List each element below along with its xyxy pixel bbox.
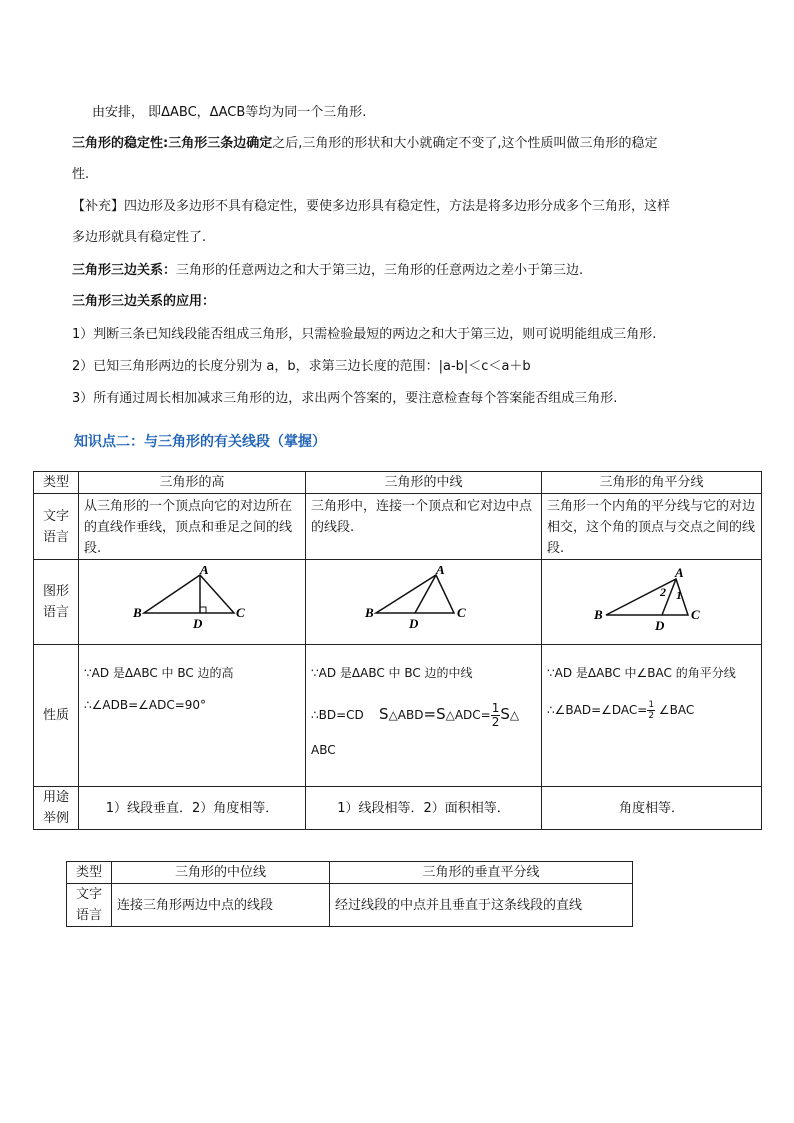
bisector-definition: 三角形一个内角的平分线与它的对边相交，这个角的顶点与交点之间的线段. [542, 494, 762, 560]
median-area-formula [311, 699, 536, 730]
table-row-properties [34, 645, 762, 787]
median-definition: 三角形中，连接一个顶点和它对边中点的线段. [306, 494, 542, 560]
bisector-property-2b: ∠BAC [658, 703, 695, 717]
median-property-1: ∵AD 是ΔABC 中 BC 边的中线 [311, 666, 473, 680]
altitude-property-2: ∴∠ADB=∠ADC=90° [84, 698, 207, 712]
midline-definition: 连接三角形两边中点的线段 [112, 884, 330, 927]
segments-table [33, 471, 762, 830]
median-properties [306, 645, 542, 787]
label-b: B [364, 604, 374, 620]
bisector-property-2a: ∴∠BAD=∠DAC= [547, 703, 648, 717]
header-midline: 三角形的中位线 [112, 862, 330, 884]
label-c: C [236, 604, 245, 620]
median-property-2a: ∴BD=CD [311, 708, 364, 722]
label-b: B [133, 604, 142, 620]
bisector-usage: 角度相等． [542, 787, 762, 830]
table-row-usage [34, 787, 762, 830]
table2-header-row [67, 862, 633, 884]
app-label: 三角形三边关系的应用： [72, 294, 216, 309]
header-bisector: 三角形的角平分线 [542, 472, 762, 494]
angle-1-label: 1 [675, 587, 682, 602]
fraction-denominator: 2 [648, 711, 655, 721]
label-d: D [408, 615, 418, 631]
bisector-half-fraction [647, 700, 655, 721]
fraction-numerator: 1 [491, 701, 500, 715]
sides-paragraph [72, 255, 732, 286]
fraction-denominator: 2 [491, 715, 500, 729]
sides-label: 三角形三边关系： [72, 263, 177, 278]
altitude-definition: 从三角形的一个顶点向它的对边所在的直线作垂线，顶点和垂足之间的线段. [79, 494, 306, 560]
header-altitude: 三角形的高 [79, 472, 306, 494]
app-item-1: 1）判断三条已知线段能否组成三角形，只需检验最短的两边之和大于第三边，则可说明能组成三角形. [72, 327, 657, 342]
label-a: A [435, 565, 445, 577]
median-tri: △ [509, 708, 520, 722]
bisector-diagram [592, 566, 712, 632]
table-header-row [34, 472, 762, 494]
median-s2: S [500, 705, 510, 723]
median-property-2b: ABC [311, 743, 336, 757]
altitude-triangle [144, 575, 234, 613]
section-heading: 知识点二：与三角形的有关线段（掌握） [74, 434, 326, 450]
altitude-property-1: ∵AD 是ΔABC 中 BC 边的高 [84, 666, 234, 680]
median-eq2: = [480, 708, 491, 722]
median-usage: 1）线段相等．2）面积相等． [306, 787, 542, 830]
median-diagram [364, 566, 484, 632]
stability-paragraph [72, 128, 732, 190]
row-label-properties: 性质 [34, 645, 79, 787]
right-angle-mark [200, 607, 206, 613]
angle-2-label: 2 [659, 584, 666, 599]
bisector-angle-formula [547, 697, 756, 723]
bisector-figure-cell [542, 560, 762, 645]
app-item-2: 2）已知三角形两边的长度分别为 a，b，求第三边长度的范围：|a-b|＜c＜a＋b [72, 359, 531, 374]
header-perpendicular-bisector: 三角形的垂直平分线 [330, 862, 633, 884]
label-c: C [456, 604, 466, 620]
altitude-usage: 1）线段垂直．2）角度相等． [79, 787, 306, 830]
median-eq1: =S [423, 705, 446, 723]
fraction-numerator: 1 [648, 700, 655, 710]
altitude-figure-cell [79, 560, 306, 645]
bisector-property-1: ∵AD 是ΔABC 中∠BAC 的角平分线 [547, 666, 736, 680]
median-segment [415, 575, 436, 613]
intro-line-1: 由安排， 即ΔABC，ΔACB等均为同一个三角形. [92, 105, 367, 120]
supplement-paragraph [72, 191, 732, 253]
perpendicular-bisector-definition: 经过线段的中点并且垂直于这条线段的直线 [330, 884, 633, 927]
row-label-usage: 用途举例 [34, 787, 79, 830]
stability-text-c: 性. [72, 167, 90, 182]
label-a: A [200, 565, 209, 577]
row-label-text-language: 文字语言 [67, 884, 112, 927]
supplement-a: 【补充】四边形及多边形不具有稳定性，要使多边形具有稳定性，方法是将多边形分成多个三角形，这样 [72, 199, 671, 214]
header-type: 类型 [67, 862, 112, 884]
bisector-properties [542, 645, 762, 787]
label-a: A [674, 565, 684, 580]
altitude-diagram [132, 566, 252, 632]
app-item-3: 3）所有通过周长相加减求三角形的边，求出两个答案的，要注意检查每个答案能否组成三角形. [72, 391, 618, 406]
altitude-properties [79, 645, 306, 787]
median-triangle [376, 575, 454, 613]
header-type: 类型 [34, 472, 79, 494]
median-sub2: △ADC [445, 708, 481, 722]
stability-text-b: 之后,三角形的形状和大小就确定不变了,这个性质叫做三角形的稳定 [272, 136, 658, 151]
table-row-figure-language [34, 560, 762, 645]
table2-row-text-language [67, 884, 633, 927]
midline-table [66, 861, 633, 927]
label-d: D [193, 615, 203, 631]
median-half-fraction [491, 702, 501, 729]
median-sub1: △ABD [388, 708, 424, 722]
label-d: D [654, 617, 664, 632]
row-label-figure-language: 图形语言 [34, 560, 79, 645]
sides-text: 三角形的任意两边之和大于第三边，三角形的任意两边之差小于第三边. [176, 263, 584, 278]
stability-label: 三角形的稳定性: [72, 136, 169, 151]
supplement-b: 多边形就具有稳定性了. [72, 230, 207, 245]
label-c: C [690, 606, 700, 622]
header-median: 三角形的中线 [306, 472, 542, 494]
median-s1: S [379, 705, 389, 723]
table-row-text-language [34, 494, 762, 560]
label-b: B [593, 606, 603, 622]
median-figure-cell [306, 560, 542, 645]
stability-text-a: 三角形三条边确定 [168, 136, 273, 151]
row-label-text-language: 文字语言 [34, 494, 79, 560]
